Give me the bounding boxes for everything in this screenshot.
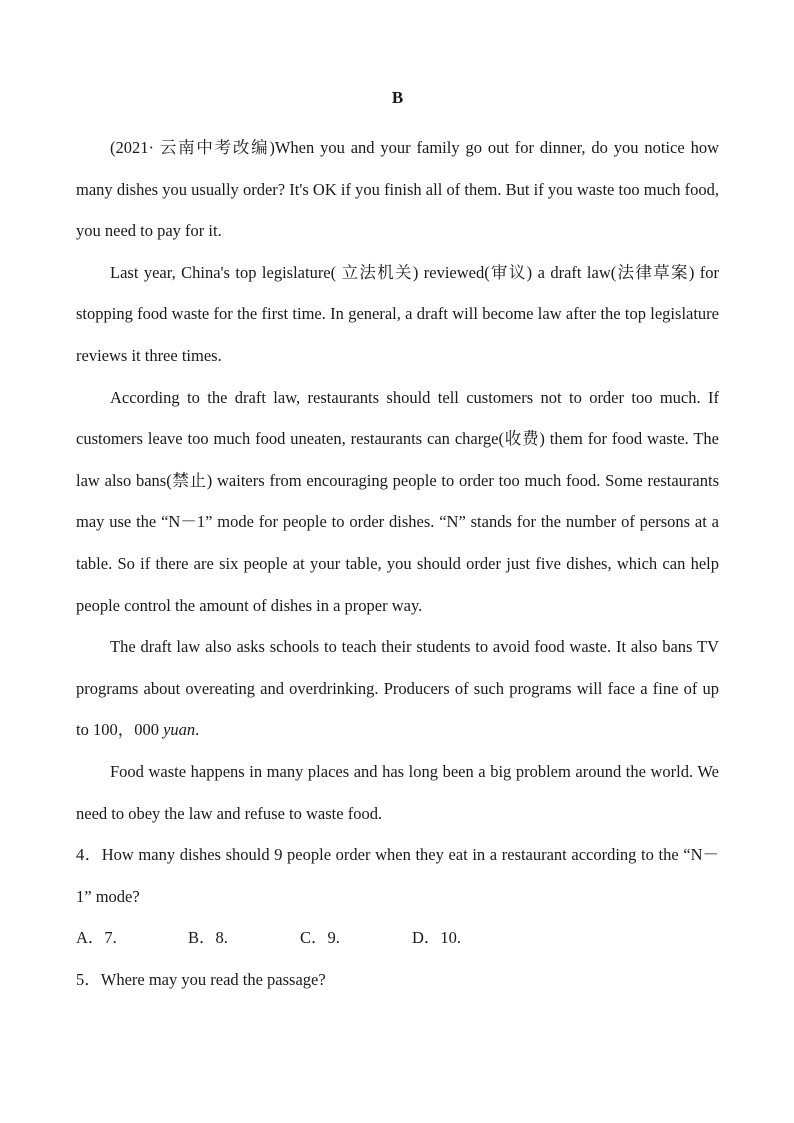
currency-word: yuan bbox=[163, 720, 196, 740]
paragraph-1: (2021· 云南中考改编)When you and your family go out for dinner, do you notice how many dishes you usually order? It's OK if you finish all of them. But if you waste too much food, you need to pay for it. bbox=[76, 138, 719, 241]
question-4-options bbox=[76, 917, 719, 959]
option-a: A．7. bbox=[76, 928, 117, 948]
paragraph-4 bbox=[76, 626, 719, 751]
option-c: C．9. bbox=[300, 928, 340, 948]
document-page bbox=[76, 86, 719, 1000]
option-b: B．8. bbox=[188, 928, 228, 948]
section-letter: B bbox=[391, 88, 404, 107]
paragraph-2: Last year, China's top legislature( 立法机关) reviewed(审议) a draft law(法律草案) for stopping food waste for the first time. In general, a draft will become law after the top legislature reviews it three times. bbox=[76, 262, 719, 365]
option-d: D．10. bbox=[412, 928, 462, 948]
paragraph-3: According to the draft law, restaurants should tell customers not to order too much. If customers leave too much food uneaten, restaurants can charge(收费) them for food waste. The law also bans(禁止) waiters from encouraging people to order too much food. Some restaurants may use the “N－1” mode for people to order dishes. “N” stands for the number of persons at a table. So if there are six people at your table, you should order just five dishes, which can help people control the amount of dishes in a proper way. bbox=[76, 387, 719, 615]
question-4: 4．How many dishes should 9 people order when they eat in a restaurant according to the “N－1” mode? bbox=[76, 845, 719, 906]
paragraph-4-text: The draft law also asks schools to teach their students to avoid food waste. It also bans TV programs about overeating and overdrinking. Producers of such programs will face a fine of up to 100，000 bbox=[76, 637, 719, 740]
paragraph-4-end: . bbox=[195, 720, 200, 740]
question-5: 5．Where may you read the passage? bbox=[76, 969, 326, 989]
paragraph-5: Food waste happens in many places and has long been a big problem around the world. We need to obey the law and refuse to waste food. bbox=[76, 761, 719, 823]
